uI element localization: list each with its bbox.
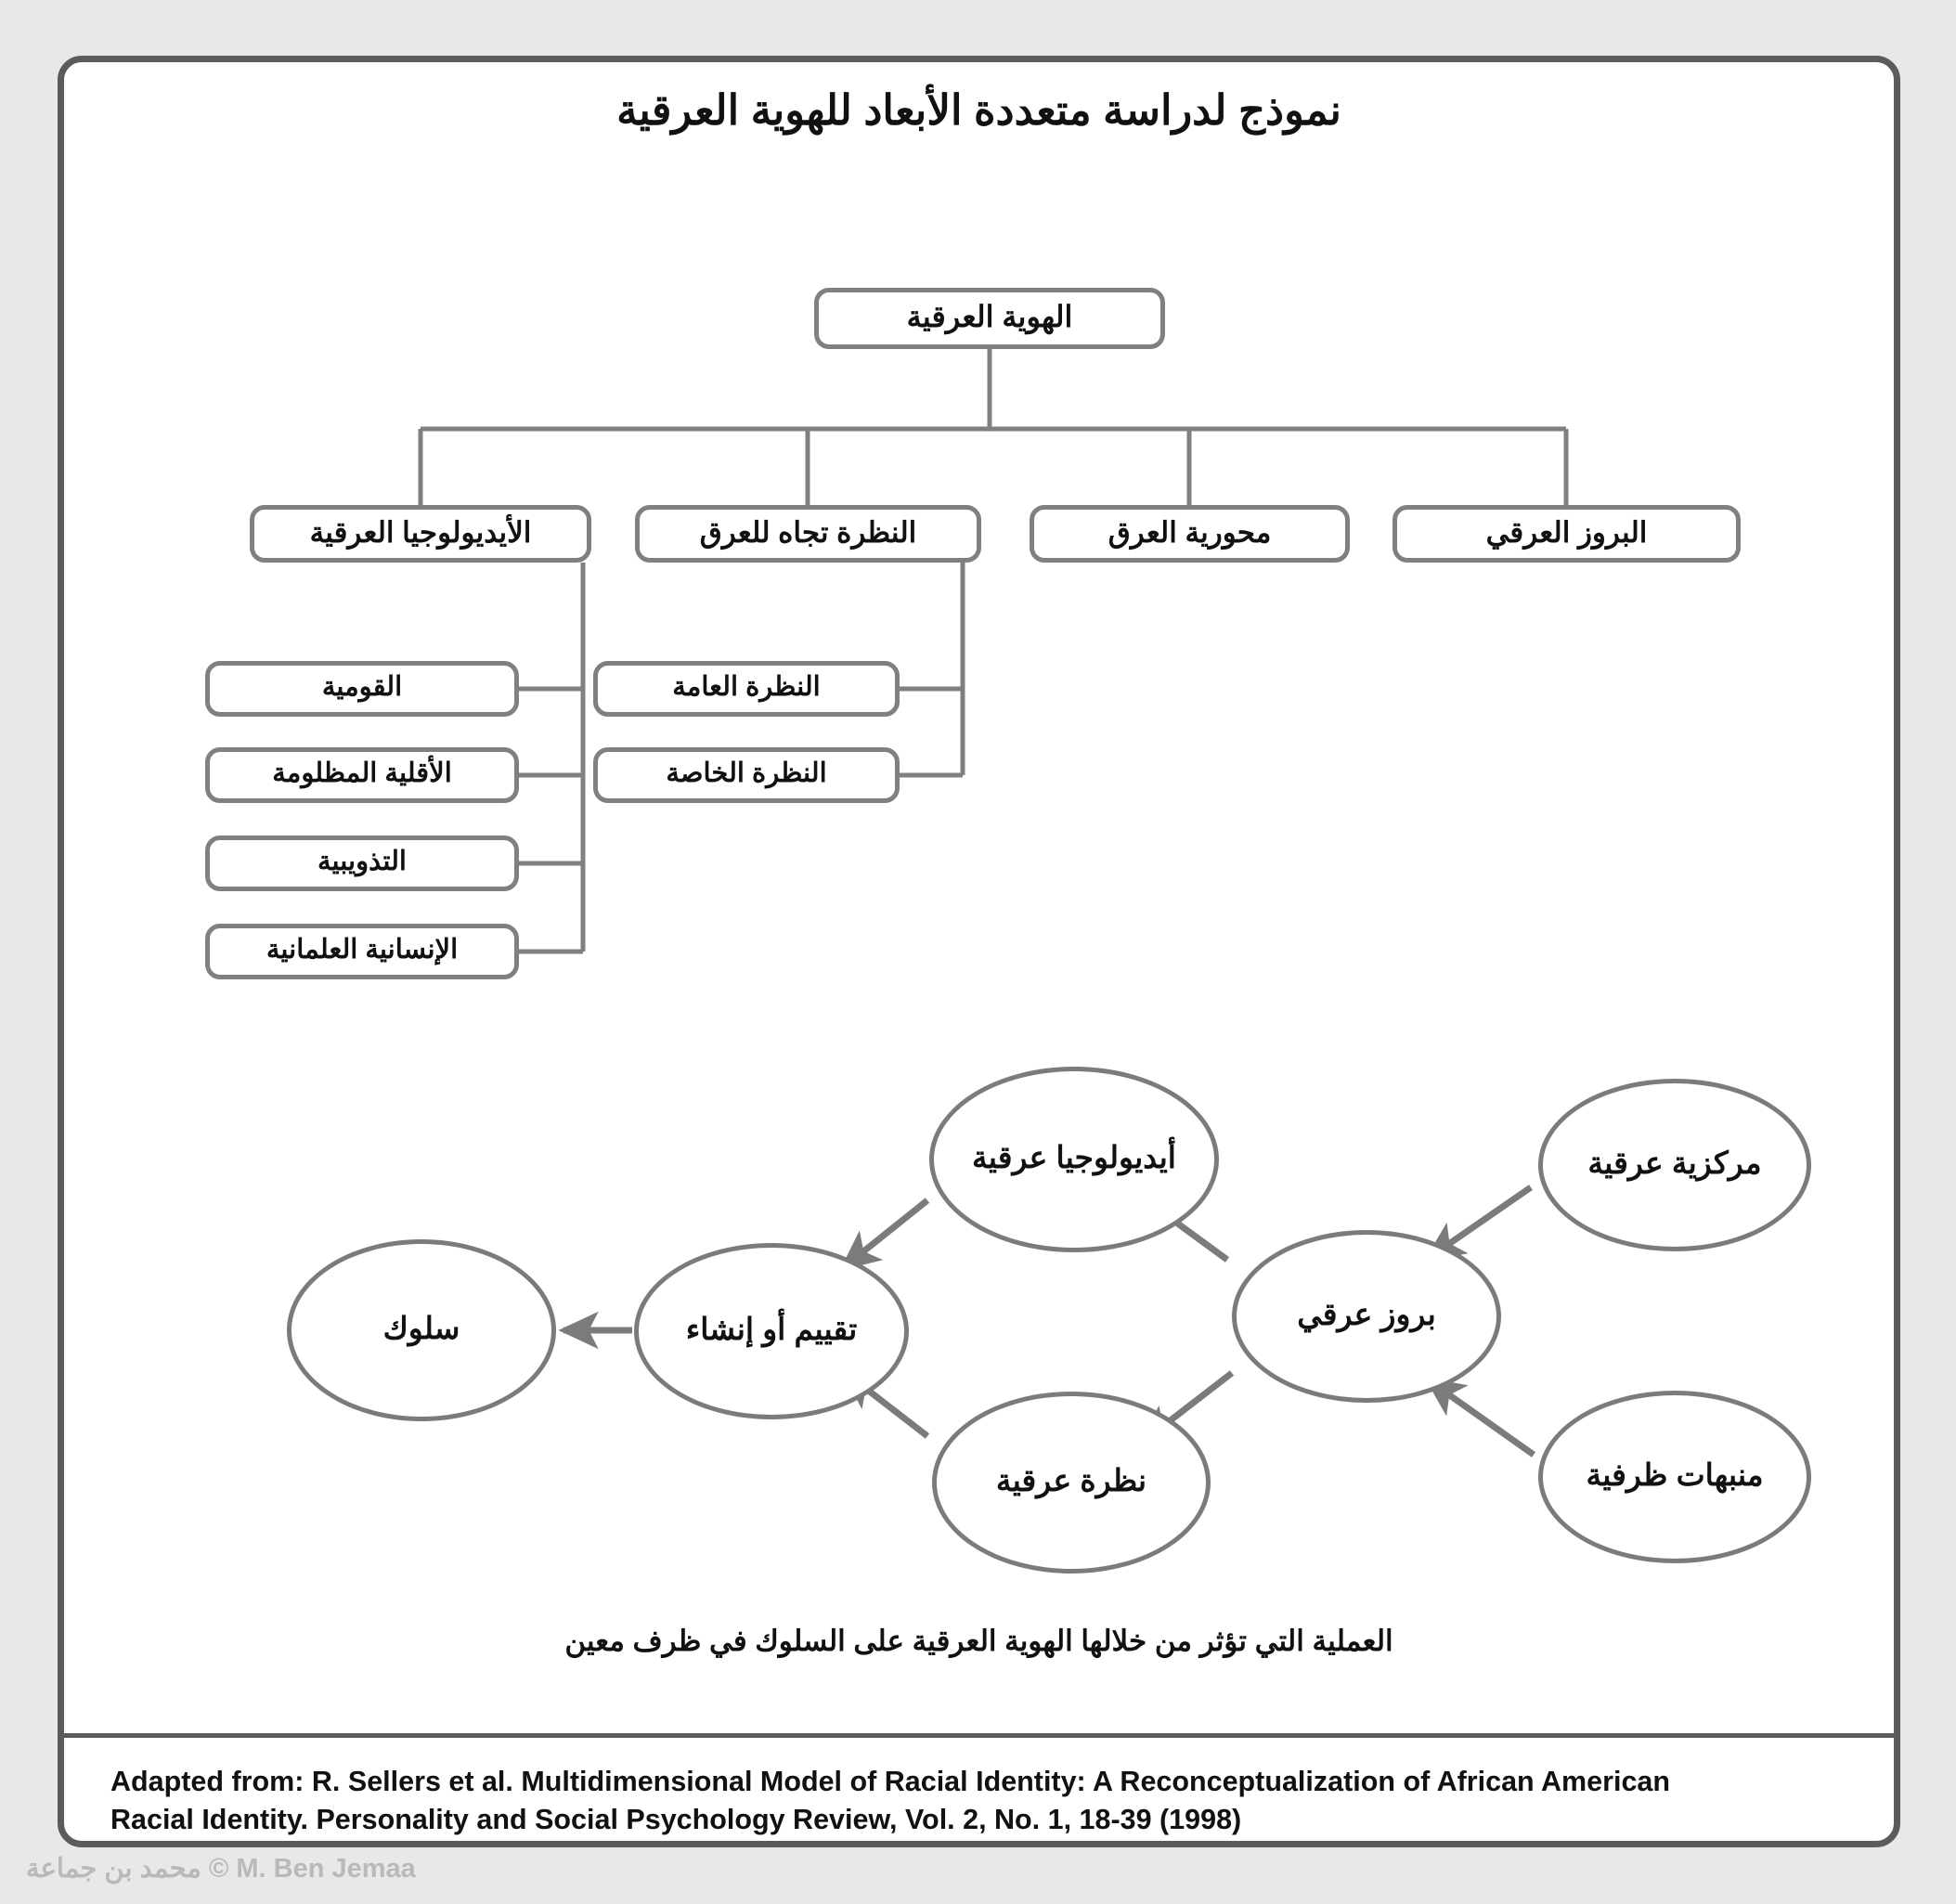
process-node-label: بروز عرقي [1297,1297,1436,1331]
process-node-racial-ideology[interactable] [929,1067,1219,1252]
tree-node-racial-centrality[interactable] [1030,505,1350,563]
process-node-label: أيديولوجيا عرقية [972,1140,1176,1174]
tree-leaf-secular-humanist[interactable] [205,924,519,979]
tree-node-label: النظرة العامة [672,671,821,702]
tree-leaf-assimilationist[interactable] [205,835,519,891]
tree-node-racial-identity[interactable] [814,288,1165,349]
tree-leaf-oppressed-minority[interactable] [205,747,519,803]
process-node-racial-centrality[interactable] [1538,1079,1811,1251]
tree-node-racial-ideology[interactable] [250,505,591,563]
watermark-name-arabic: محمد بن جماعة [26,1854,201,1884]
citation-text [110,1763,1856,1838]
tree-leaf-private-regard[interactable] [593,747,900,803]
tree-node-label: النظرة الخاصة [666,758,827,788]
tree-node-label: التذويبية [317,846,407,876]
arrow-stimuli-to-salience [1429,1380,1534,1455]
process-node-racial-regard[interactable] [932,1392,1211,1574]
process-node-label: نظرة عرقية [995,1463,1147,1497]
tree-node-label: القومية [321,671,403,702]
tree-node-racial-salience[interactable] [1393,505,1741,563]
tree-node-label: محورية العرق [1108,515,1272,549]
process-node-label: منبهات ظرفية [1586,1457,1764,1492]
tree-node-label: النظرة تجاه للعرق [699,515,917,549]
tree-node-label: الهوية العرقية [906,300,1073,333]
tree-node-label: الأقلية المظلومة [272,758,452,788]
process-caption: العملية التي تؤثر من خلالها الهوية العرقية على السلوك في ظرف معين [564,1625,1393,1657]
process-node-behavior[interactable] [287,1239,556,1421]
diagram-card [58,56,1900,1847]
tree-node-label: الإنسانية العلمانية [266,934,459,965]
watermark-name-latin: M. Ben Jemaa [236,1854,416,1884]
process-node-label: تقييم أو إنشاء [685,1312,858,1346]
process-node-label: مركزية عرقية [1587,1146,1762,1180]
process-node-appraisal[interactable] [634,1243,909,1419]
copyright-icon: © [208,1854,229,1884]
page-title: نموذج لدراسة متعددة الأبعاد للهوية العرقية [616,86,1341,134]
process-node-label: سلوك [382,1311,460,1345]
citation-line-2: Racial Identity. Personality and Social Psychology Review, Vol. 2, No. 1, 18-39 (1998) [110,1803,1242,1835]
tree-node-label: البروز العرقي [1485,515,1648,549]
tree-node-racial-regard[interactable] [635,505,981,563]
tree-leaf-nationalist[interactable] [205,661,519,717]
process-node-situational-cues[interactable] [1538,1391,1811,1563]
watermark-attribution [26,1852,416,1885]
tree-node-label: الأيديولوجيا العرقية [309,515,532,549]
tree-leaf-public-regard[interactable] [593,661,900,717]
process-node-racial-salience[interactable] [1232,1230,1501,1403]
arrow-ideology-to-appraisal [844,1200,927,1267]
citation-line-1: Adapted from: R. Sellers et al. Multidimensional Model of Racial Identity: A Reconceptualization of African American [110,1766,1671,1797]
footer-divider [64,1733,1894,1738]
